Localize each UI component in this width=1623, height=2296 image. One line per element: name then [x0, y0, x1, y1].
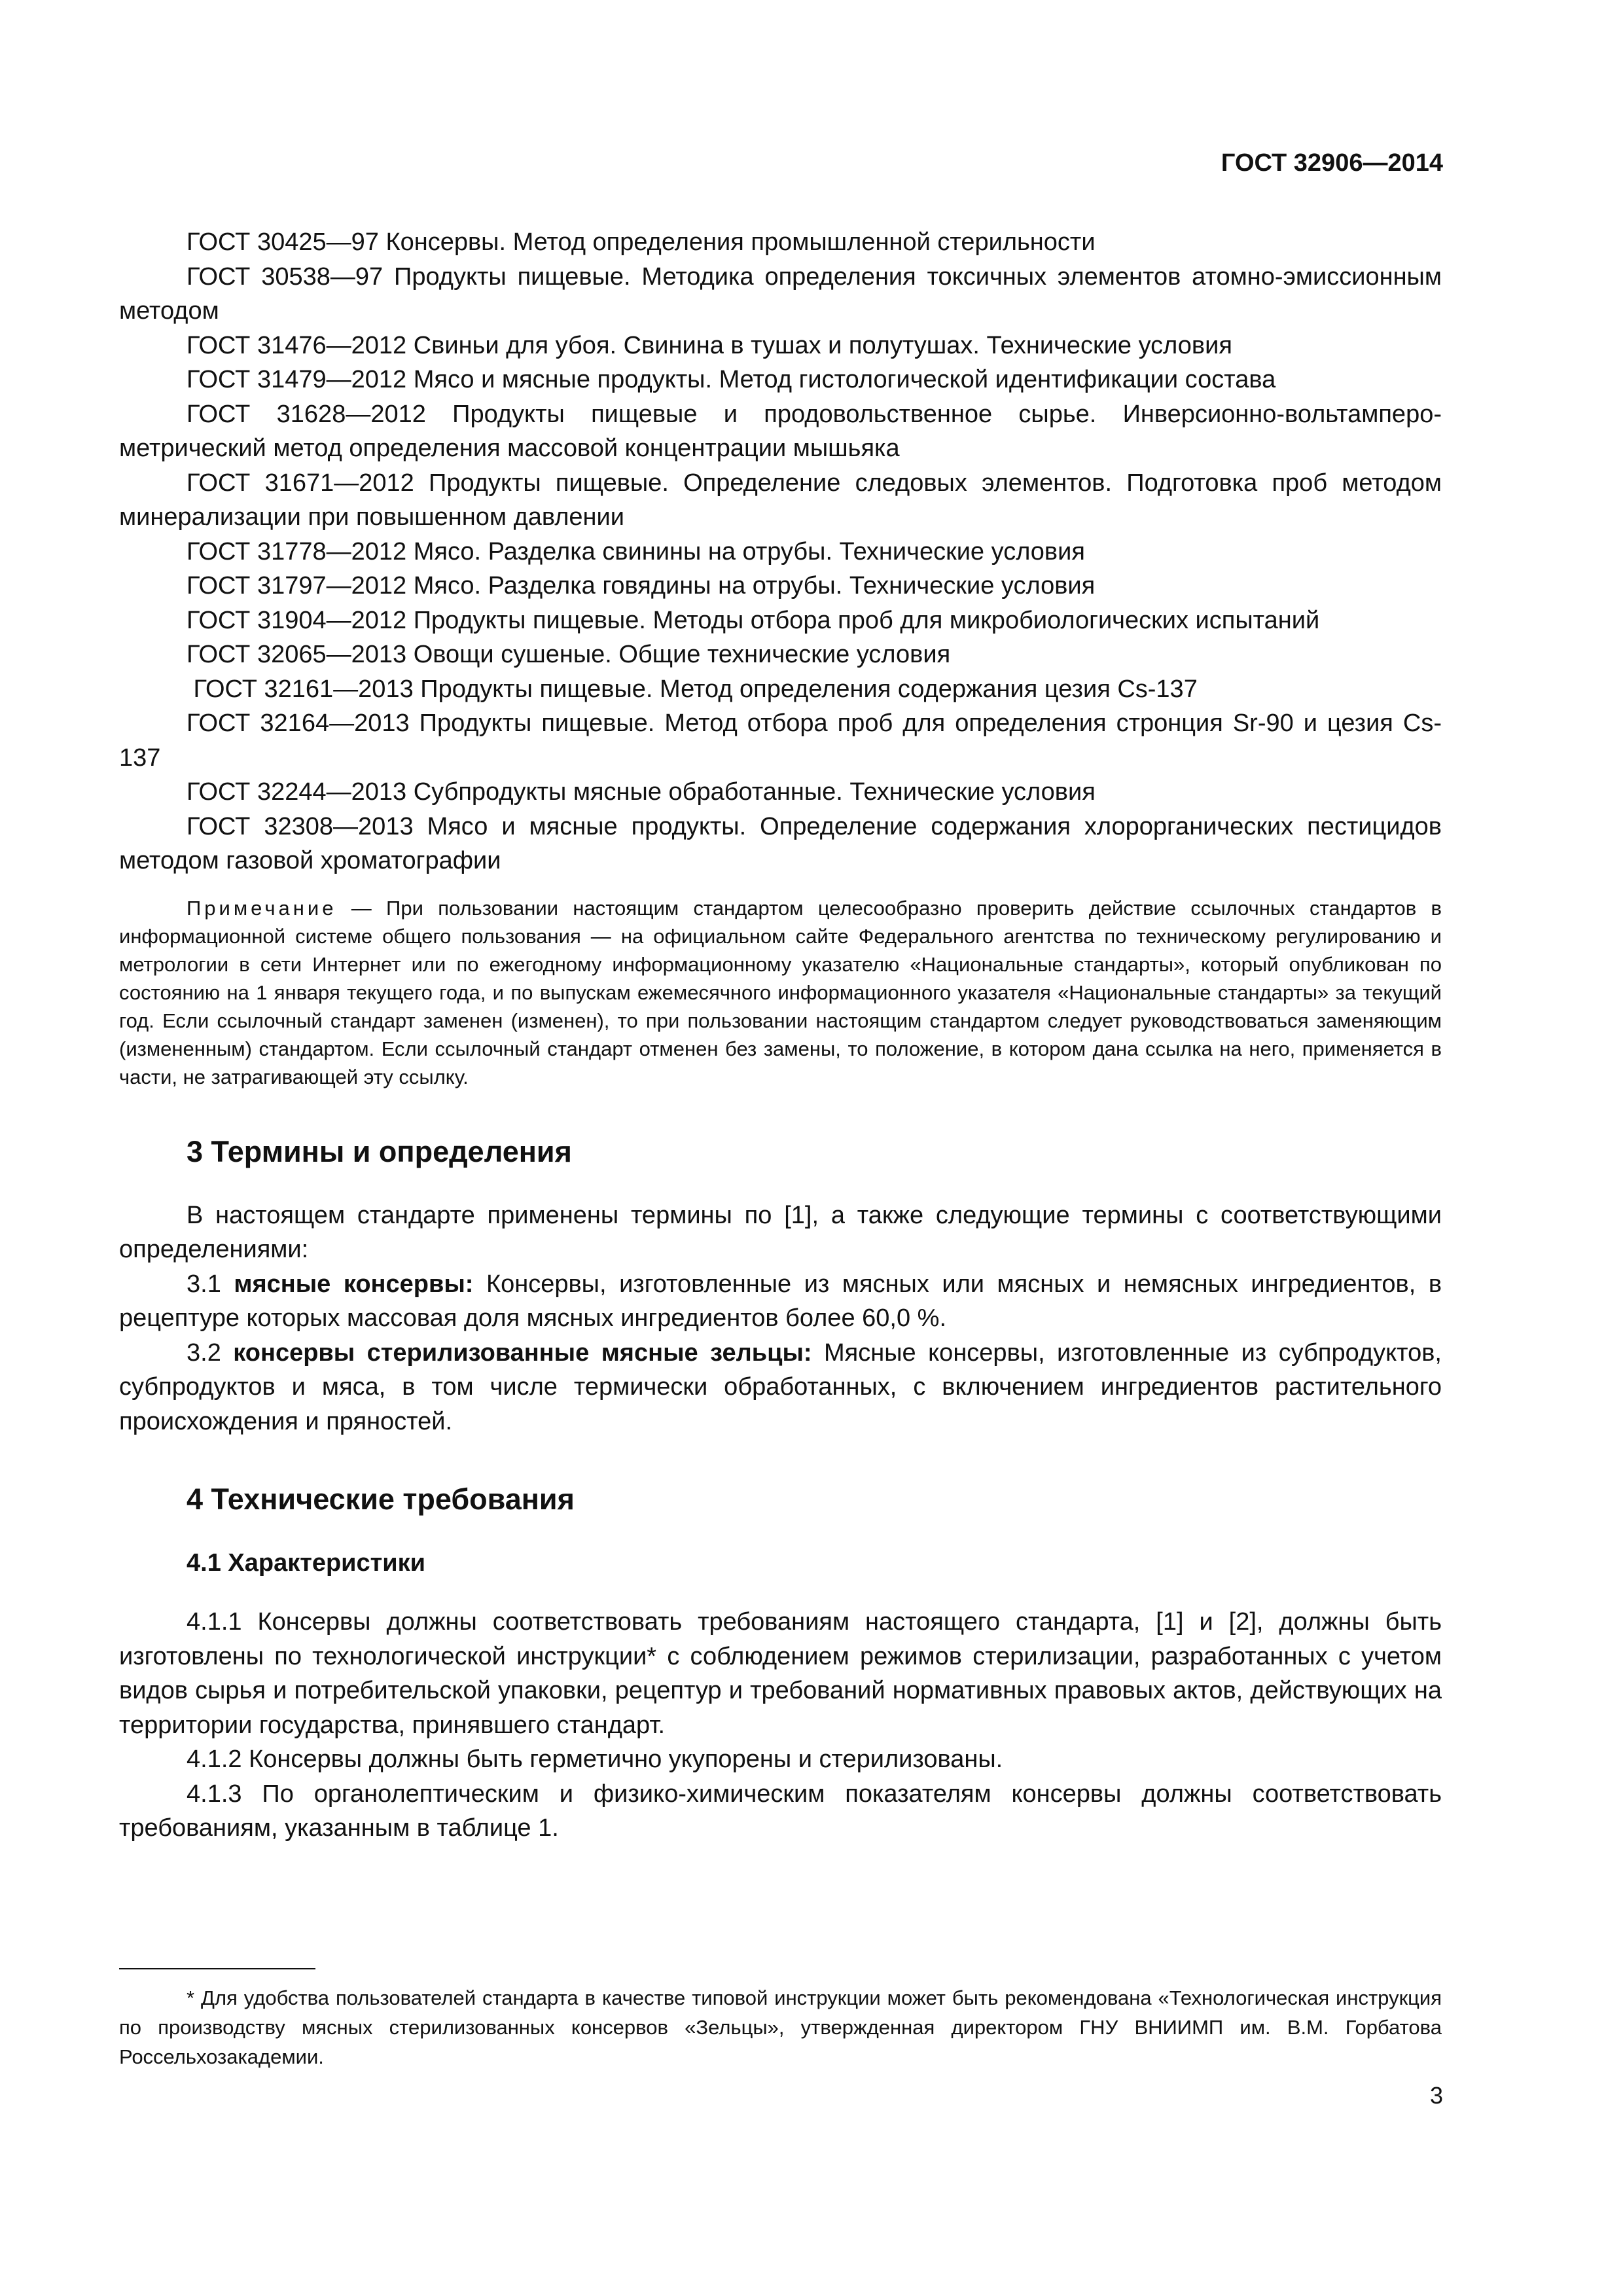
paragraph-4-1-1: 4.1.1 Консервы должны соответствовать требованиям настоящего стандарта, [1] и [2], должны быть изготовлены по технологической инструкции* с соблюдением режимов стерилизации, разработанных с учетом видов сырья и потребительской упаковки, рецептур и требований нормативных правовых актов, действующих на территории государства, принявшего стандарт.: [119, 1608, 1442, 1739]
reference-item: ГОСТ 31904—2012 Продукты пищевые. Методы отбора проб для микробиологических испытаний: [187, 606, 1320, 634]
reference-item: ГОСТ 31778—2012 Мясо. Разделка свинины на отрубы. Технические условия: [187, 537, 1085, 565]
reference-item: ГОСТ 32164—2013 Продукты пищевые. Метод отбора проб для определения стронция Sr-90 и цезия Cs-137: [119, 709, 1442, 772]
term-name: консервы стерилизованные мясные зельцы:: [233, 1338, 812, 1367]
section-3-intro: В настоящем стандарте применены термины по [1], а также следующие термины с соответствующими определениями:: [119, 1201, 1442, 1263]
reference-item: ГОСТ 30538—97 Продукты пищевые. Методика определения токсичных элементов атомно-эмиссионным методом: [119, 262, 1442, 325]
reference-item: ГОСТ 32244—2013 Субпродукты мясные обработанные. Технические условия: [187, 778, 1096, 806]
reference-item: ГОСТ 30425—97 Консервы. Метод определения промышленной стерильности: [187, 228, 1096, 256]
paragraph-4-1-3: 4.1.3 По органолептическим и физико-химическим показателям консервы должны соответствовать требованиям, указанным в таблице 1.: [119, 1780, 1442, 1842]
paragraph-4-1-2: 4.1.2 Консервы должны быть герметично укупорены и стерилизованы.: [187, 1746, 1003, 1773]
term-number: 3.2: [187, 1338, 234, 1367]
footnote-separator: [119, 1968, 315, 1969]
page-number: 3: [1429, 2082, 1443, 2109]
reference-item: ГОСТ 31797—2012 Мясо. Разделка говядины на отрубы. Технические условия: [187, 572, 1096, 600]
reference-item: ГОСТ 32065—2013 Овощи сушеные. Общие технические условия: [187, 641, 951, 668]
note-label: Примечание: [187, 896, 337, 920]
note-text: — При пользовании настоящим стандартом целесообразно проверить действие ссылочных стандартов в информационной системе общего пользования — на официальном сайте Федерального агентства по техническому регулированию и метрологии в сети Интернет или по ежегодному информационному указателю «Национальные стандарты», который опубликован по состоянию на 1 января текущего года, и по выпускам ежемесячного информационного указателя «Национальные стандарты» за текущий год. Если ссылочный стандарт заменен (изменен), то при пользовании настоящим стандартом следует руководствоваться заменяющим (измененным) стандартом. Если ссылочный стандарт отменен без замены, то положение, в котором дана ссылка на него, применяется в части, не затрагивающей эту ссылку.: [119, 896, 1442, 1088]
reference-item: ГОСТ 31628—2012 Продукты пищевые и продовольственное сырье. Инверсионно-вольтампеpo-метрический метод определения массовой концентрации мышьяка: [119, 400, 1442, 462]
reference-item: ГОСТ 32161—2013 Продукты пищевые. Метод определения содержания цезия Cs-137: [187, 675, 1198, 703]
term-definition: Консервы, изготовленные из мясных или мясных и немясных ингредиентов, в рецептуре которых массовая доля мясных ингредиентов более 60,0 %.: [119, 1270, 1442, 1332]
main-content: [119, 225, 1442, 1846]
normative-references-list: [119, 225, 1442, 878]
term-3-1: [119, 1267, 1442, 1336]
reference-item: ГОСТ 31479—2012 Мясо и мясные продукты. Метод гистологической идентификации состава: [187, 366, 1276, 393]
subsection-4-1-heading: 4.1 Характеристики: [187, 1549, 426, 1577]
term-number: 3.1: [187, 1270, 234, 1298]
term-name: мясные консервы:: [234, 1270, 474, 1298]
reference-item: ГОСТ 31476—2012 Свиньи для убоя. Свинина в тушах и полутушах. Технические условия: [187, 331, 1232, 359]
reference-item: ГОСТ 31671—2012 Продукты пищевые. Определение следовых элементов. Подготовка проб методом минерализации при повышенном давлении: [119, 469, 1442, 531]
note-paragraph: [119, 894, 1442, 1091]
section-4-heading: 4 Технические требования: [187, 1482, 575, 1516]
term-3-2: [119, 1336, 1442, 1439]
reference-item: ГОСТ 32308—2013 Мясо и мясные продукты. Определение содержания хлорорганических пестицидов методом газовой хроматографии: [119, 812, 1442, 874]
section-3-heading: 3 Термины и определения: [187, 1134, 572, 1168]
term-definition: Мясные консервы, изготовленные из субпродуктов, субпродуктов и мяса, в том числе термически обработанных, с включением ингредиентов растительного происхождения и пряностей.: [119, 1338, 1442, 1435]
footnote: * Для удобства пользователей стандарта в качестве типовой инструкции может быть рекомендована «Технологическая инструкция по производству мясных стерилизованных консервов «Зельцы», утвержденная директором ГНУ ВНИИМП им. В.М. Горбатова Россельхозакадемии.: [119, 1986, 1442, 2068]
doc-code-header: ГОСТ 32906—2014: [1221, 149, 1443, 177]
